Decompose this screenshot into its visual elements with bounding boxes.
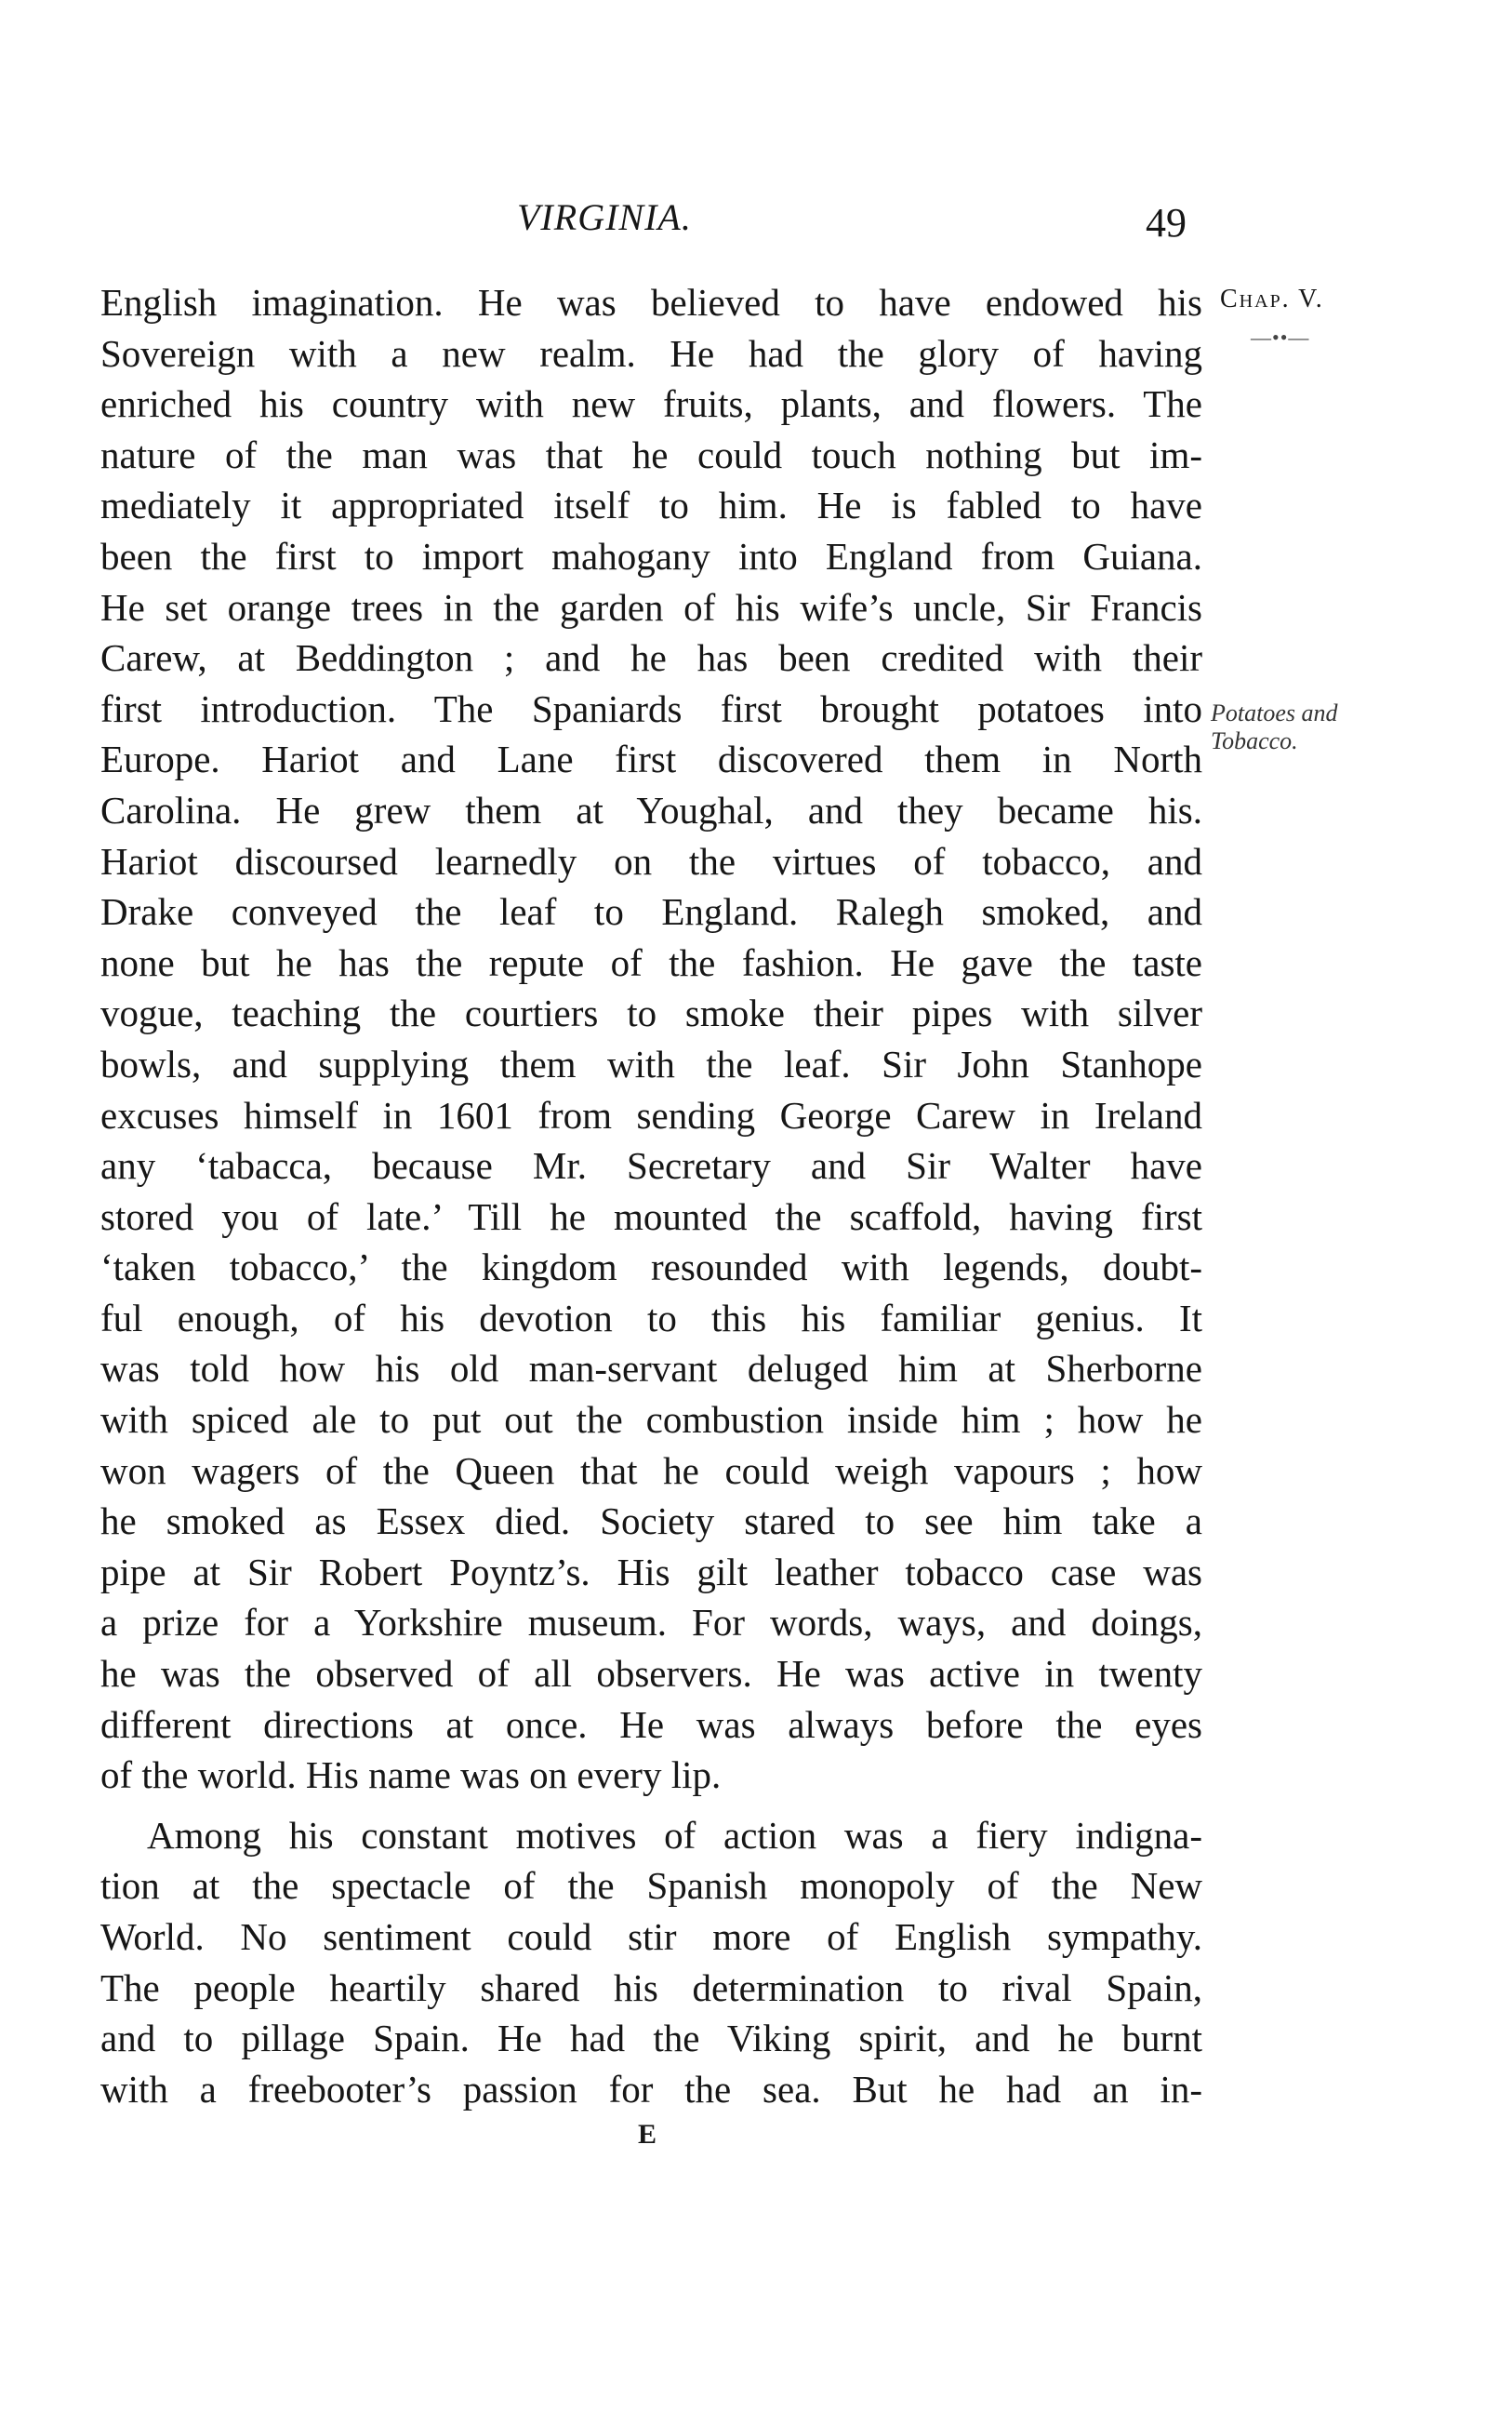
text-line: tion at the spectacle of the Spanish monopoly of the New	[100, 1864, 1202, 1908]
text-line: a prize for a Yorkshire museum. For words, ways, and doings,	[100, 1601, 1202, 1645]
text-line: none but he has the repute of the fashion. He gave the taste	[100, 940, 1202, 984]
text-line: stored you of late.’ Till he mounted the scaffold, having first	[100, 1194, 1202, 1238]
text-line: with spiced ale to put out the combustion inside him ; how he	[100, 1398, 1202, 1442]
paragraph-1	[100, 277, 1202, 1801]
running-head	[0, 186, 1512, 260]
margin-note	[1211, 699, 1397, 755]
text-line: The people heartily shared his determination to rival Spain,	[100, 1965, 1202, 2009]
margin-note-line: Tobacco.	[1211, 727, 1298, 754]
text-line: won wagers of the Queen that he could weigh vapours ; how	[100, 1448, 1202, 1492]
text-line: Europe. Hariot and Lane first discovered them in North	[100, 738, 1202, 781]
margin-ornament: —••—	[1251, 326, 1310, 349]
text-line: Among his constant motives of action was a fiery indigna-	[147, 1813, 1202, 1857]
text-line: different directions at once. He was always before the eyes	[100, 1702, 1202, 1746]
text-line: he was the observed of all observers. He was active in twenty	[100, 1652, 1202, 1696]
text-line: any ‘tabacca, because Mr. Secretary and Sir Walter have	[100, 1144, 1202, 1188]
text-line: and to pillage Spain. He had the Viking spirit, and he burnt	[100, 2017, 1202, 2060]
text-line: bowls, and supplying them with the leaf. Sir John Stanhope	[100, 1042, 1202, 1086]
text-line: ‘taken tobacco,’ the kingdom resounded with legends, doubt-	[100, 1245, 1202, 1289]
text-line: was told how his old man-servant deluged him at Sherborne	[100, 1347, 1202, 1391]
text-line: Sovereign with a new realm. He had the glory of having	[100, 331, 1202, 375]
text-line: nature of the man was that he could touch nothing but im-	[100, 433, 1202, 476]
text-line: Hariot discoursed learnedly on the virtues of tobacco, and	[100, 839, 1202, 883]
text-line: World. No sentiment could stir more of English sympathy.	[100, 1915, 1202, 1958]
page-number: 49	[1146, 200, 1187, 246]
text-line: he smoked as Essex died. Society stared to see him take a	[100, 1499, 1202, 1543]
text-line: mediately it appropriated itself to him. He is fabled to have	[100, 484, 1202, 527]
text-line: excuses himself in 1601 from sending George Carew in Ireland	[100, 1093, 1202, 1137]
margin-note-line: Potatoes and	[1211, 699, 1338, 726]
paragraph-gap	[100, 1801, 1202, 1810]
body-text	[100, 277, 1202, 2114]
text-line: Drake conveyed the leaf to England. Ralegh smoked, and	[100, 890, 1202, 934]
text-line: ful enough, of his devotion to this his familiar genius. It	[100, 1296, 1202, 1339]
text-line: first introduction. The Spaniards first brought potatoes into	[100, 686, 1202, 730]
text-line: vogue, teaching the courtiers to smoke their pipes with silver	[100, 992, 1202, 1035]
margin-chapter-label: Chap. V.	[1220, 285, 1324, 313]
paragraph-2	[100, 1810, 1202, 2115]
text-line: been the first to import mahogany into England from Guiana.	[100, 534, 1202, 578]
text-line: Carolina. He grew them at Youghal, and they became his.	[100, 788, 1202, 832]
running-title: VIRGINIA.	[517, 196, 692, 238]
text-line: with a freebooter’s passion for the sea. But he had an in-	[100, 2067, 1202, 2111]
text-line: enriched his country with new fruits, plants, and flowers. The	[100, 382, 1202, 426]
text-line: of the world. His name was on every lip.	[100, 1753, 722, 1797]
text-line: English imagination. He was believed to have endowed his	[100, 281, 1202, 324]
text-line: He set orange trees in the garden of his wife’s uncle, Sir Francis	[100, 585, 1202, 629]
text-line: Carew, at Beddington ; and he has been credited with their	[100, 636, 1202, 680]
signature-mark: E	[638, 2119, 657, 2150]
text-line: pipe at Sir Robert Poyntz’s. His gilt leather tobacco case was	[100, 1550, 1202, 1593]
